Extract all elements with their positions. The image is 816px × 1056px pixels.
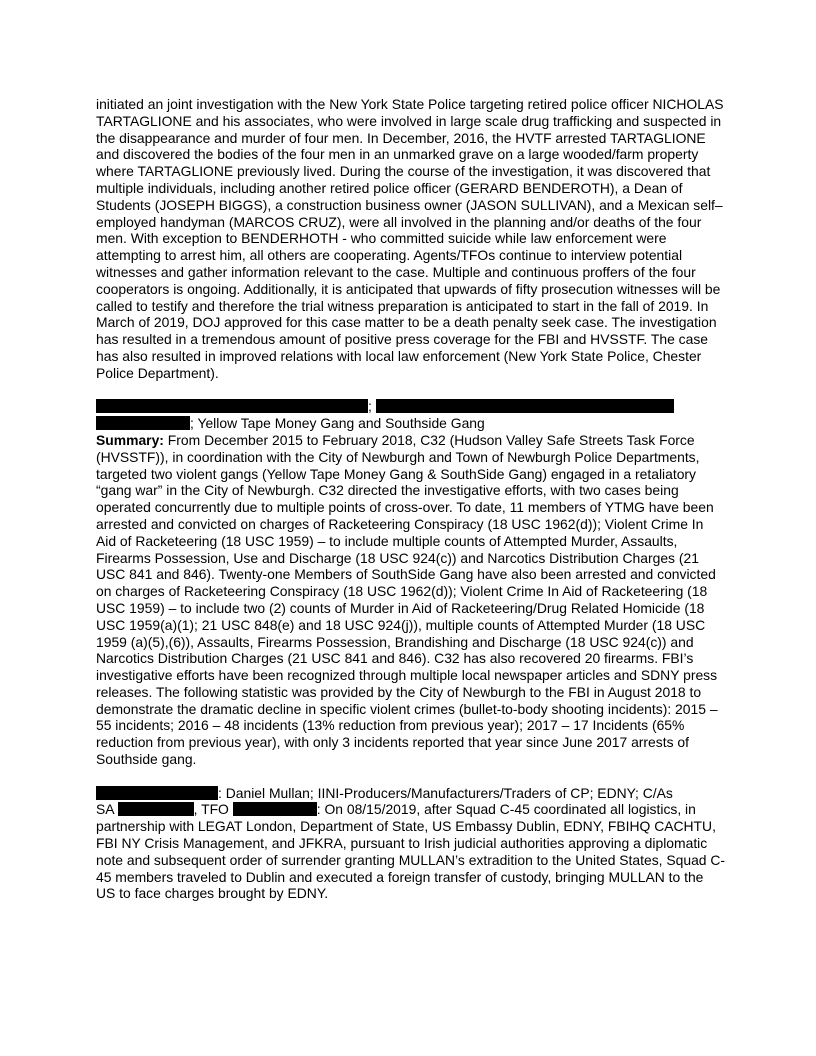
extradition-section: [96, 785, 726, 903]
case-title: ; Yellow Tape Money Gang and Southside Gang: [190, 415, 485, 432]
extradition-text: : On 08/15/2019, after Squad C-45 coordinated all logistics, in partnership with LEGAT London, Department of State, US Embassy Dublin, EDNY, FBIHQ CACHTU, FBI NY Crisis Management, and JFKRA, pursuant to Irish judicial authorities approving a diplomatic note and subsequent order of surrender granting MULLAN’s extradition to the United States, Squad C-45 members traveled to Dublin and executed a foreign transfer of custody, bringing MULLAN to the US to face charges brought by EDNY.: [96, 801, 726, 902]
redaction-block: [233, 802, 317, 816]
redaction-block: [96, 786, 218, 800]
redaction-block: [118, 802, 194, 816]
paragraph-spacer: [96, 768, 726, 785]
sa-label: SA: [96, 801, 118, 818]
redaction-block: [376, 399, 674, 413]
summary-label: Summary:: [96, 431, 164, 448]
gang-case-summary: [96, 432, 726, 768]
gang-case-section: [96, 398, 726, 768]
header-separator: ;: [368, 398, 372, 415]
extradition-header-text: : Daniel Mullan; IINI-Producers/Manufacturers/Traders of CP; EDNY; C/As: [218, 784, 673, 801]
tfo-label: , TFO: [193, 801, 233, 818]
gang-case-header: [96, 398, 726, 432]
investigation-paragraph: initiated an joint investigation with the New York State Police targeting retired police officer NICHOLAS TARTAGLIONE and his associates, who were involved in large scale drug trafficking and suspected in the disappearance and murder of four men. In December, 2016, the HVTF arrested TARTAGLIONE and discovered the bodies of the four men in an unmarked grave on a large wooded/farm property where TARTAGLIONE previously lived. During the course of the investigation, it was discovered that multiple individuals, including another retired police officer (GERARD BENDEROTH), a Dean of Students (JOSEPH BIGGS), a construction business owner (JASON SULLIVAN), and a Mexican self–employed handyman (MARCOS CRUZ), were all involved in the planning and/or deaths of the four men. With exception to BENDERHOTH - who committed suicide while law enforcement were attempting to arrest him, all others are cooperating. Agents/TFOs continue to interview potential witnesses and gather information relevant to the case. Multiple and continuous proffers of the four cooperators is ongoing. Additionally, it is anticipated that upwards of fifty prosecution witnesses will be called to testify and therefore the trial witness preparation is anticipated to start in the fall of 2019. In March of 2019, DOJ approved for this case matter to be a death penalty seek case. The investigation has resulted in a tremendous amount of positive press coverage for the FBI and HVSSTF. The case has also resulted in improved relations with local law enforcement (New York State Police, Chester Police Department).: [96, 96, 724, 381]
document-page: [96, 96, 726, 902]
paragraph-spacer: [96, 382, 726, 399]
extradition-body: [96, 801, 726, 902]
extradition-header: [96, 785, 726, 802]
redaction-block: [96, 416, 190, 430]
summary-text: From December 2015 to February 2018, C32 (Hudson Valley Safe Streets Task Force (HVSSTF)), in coordination with the City of Newburgh and Town of Newburgh Police Departments, targeted two violent gangs (Yellow Tape Money Gang & SouthSide Gang) engaged in a retaliatory “gang war” in the City of Newburgh. C32 directed the investigative efforts, with two cases being operated concurrently due to multiple points of cross-over. To date, 11 members of YTMG have been arrested and convicted on charges of Racketeering Conspiracy (18 USC 1962(d)); Violent Crime In Aid of Racketeering (18 USC 1959) – to include multiple counts of Attempted Murder, Assaults, Firearms Possession, Use and Discharge (18 USC 924(c)) and Narcotics Distribution Charges (21 USC 841 and 846). Twenty-one Members of SouthSide Gang have also been arrested and convicted on charges of Racketeering Conspiracy (18 USC 1962(d)); Violent Crime In Aid of Racketeering (18 USC 1959) – to include two (2) counts of Murder in Aid of Racketeering/Drug Related Homicide (18 USC 1959(a)(1); 21 USC 848(e) and 18 USC 924(j)), multiple counts of Attempted Murder (18 USC 1959 (a)(5),(6)), Assaults, Firearms Possession, Brandishing and Discharge (18 USC 924(c)) and Narcotics Distribution Charges (21 USC 841 and 846). C32 has also recovered 20 firearms. FBI’s investigative efforts have been recognized through multiple local newspaper articles and SDNY press releases. The following statistic was provided by the City of Newburgh to the FBI in August 2018 to demonstrate the dramatic decline in specific violent crimes (bullet-to-body shooting incidents): 2015 – 55 incidents; 2016 – 48 incidents (13% reduction from previous year); 2017 – 17 Incidents (65% reduction from previous year), with only 3 incidents reported that year since June 2017 arrests of Southside gang.: [96, 431, 718, 768]
redaction-block: [96, 399, 368, 413]
